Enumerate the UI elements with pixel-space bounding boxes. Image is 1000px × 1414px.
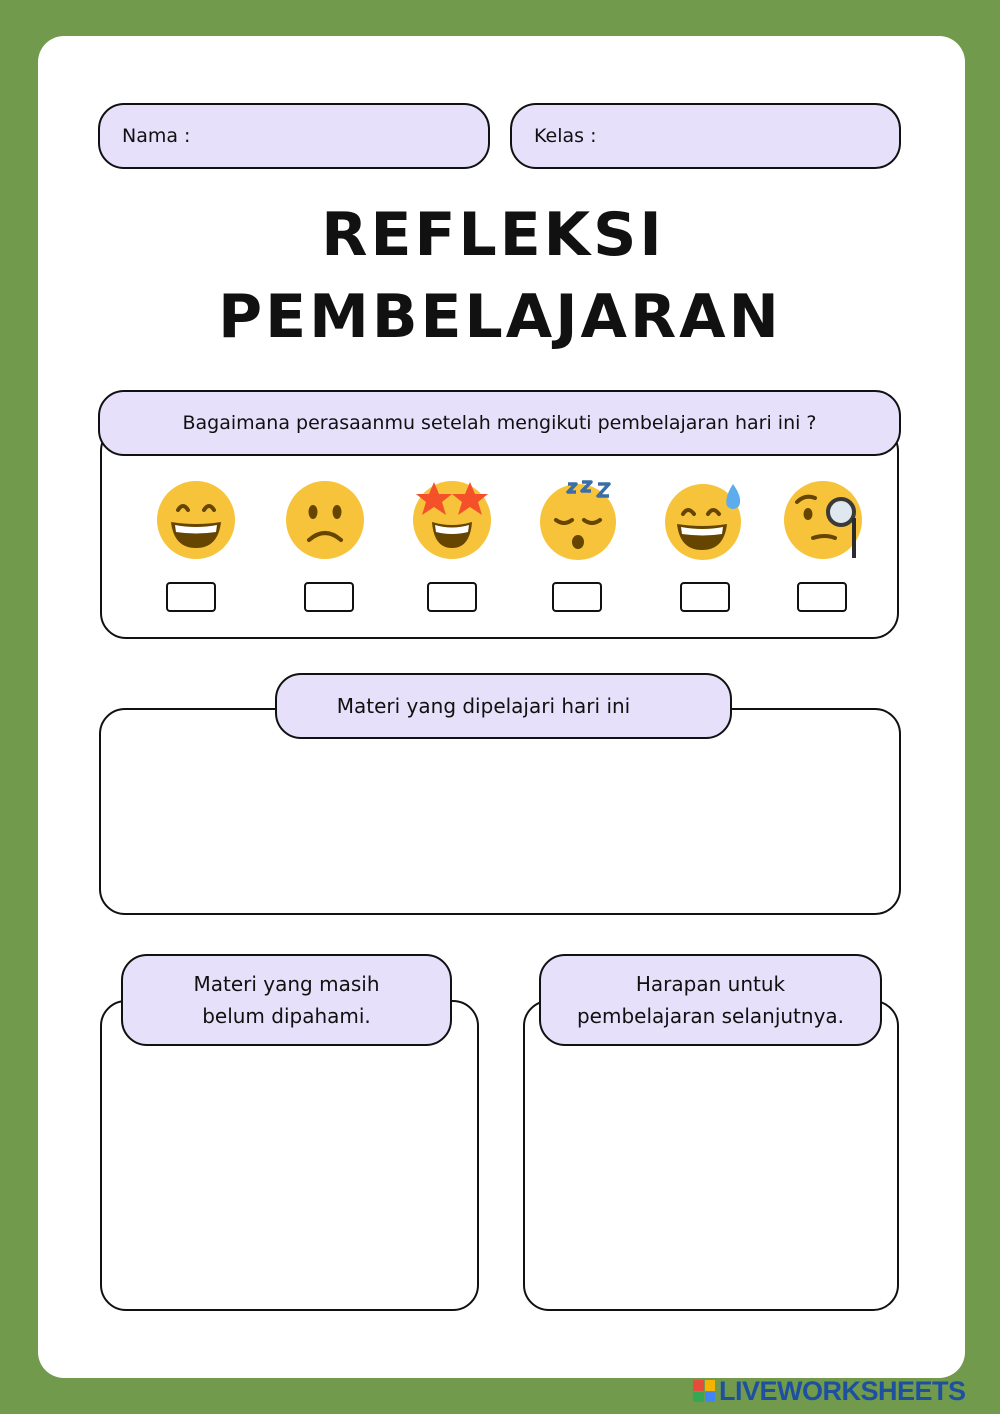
sleeping-face-icon: [538, 480, 618, 560]
face-with-monocle-icon: [783, 480, 863, 560]
hopes-label: [539, 954, 882, 1046]
liveworksheets-wordmark: LIVEWORKSHEETS: [719, 1375, 966, 1406]
feeling-checkbox-6[interactable]: [797, 582, 847, 612]
class-label: Kelas :: [534, 125, 597, 147]
title-line-1: REFLEKSI: [321, 200, 665, 270]
hopes-label-line-1: Harapan untuk: [635, 972, 786, 996]
hopes-answer-box[interactable]: [523, 1000, 899, 1311]
feeling-checkbox-5[interactable]: [680, 582, 730, 612]
not-understood-label-line-2: belum dipahami.: [202, 1004, 371, 1028]
feelings-question: [98, 390, 901, 456]
slightly-frowning-face-icon: [285, 480, 365, 560]
not-understood-label-line-1: Materi yang masih: [193, 972, 380, 996]
learned-label-text: Materi yang dipelajari hari ini: [336, 694, 631, 718]
name-field[interactable]: [98, 103, 490, 169]
feeling-checkbox-2[interactable]: [304, 582, 354, 612]
feeling-checkbox-4[interactable]: [552, 582, 602, 612]
feeling-checkbox-3[interactable]: [427, 582, 477, 612]
not-understood-answer-box[interactable]: [100, 1000, 479, 1311]
feelings-question-text: Bagaimana perasaanmu setelah mengikuti pembelajaran hari ini ?: [182, 411, 817, 434]
feeling-checkbox-1[interactable]: [166, 582, 216, 612]
liveworksheets-logo: [693, 1376, 966, 1406]
star-struck-face-icon: [412, 480, 492, 560]
class-field[interactable]: [510, 103, 901, 169]
learned-label: [275, 673, 732, 739]
name-label: Nama :: [122, 125, 191, 147]
liveworksheets-mark-icon: [693, 1380, 715, 1402]
grinning-face-icon: [156, 480, 236, 560]
grinning-face-with-sweat-icon: [663, 480, 743, 560]
hopes-label-line-2: pembelajaran selanjutnya.: [576, 1004, 845, 1028]
not-understood-label: [121, 954, 452, 1046]
title-line-2: PEMBELAJARAN: [218, 282, 782, 352]
learned-answer-box[interactable]: [99, 708, 901, 915]
